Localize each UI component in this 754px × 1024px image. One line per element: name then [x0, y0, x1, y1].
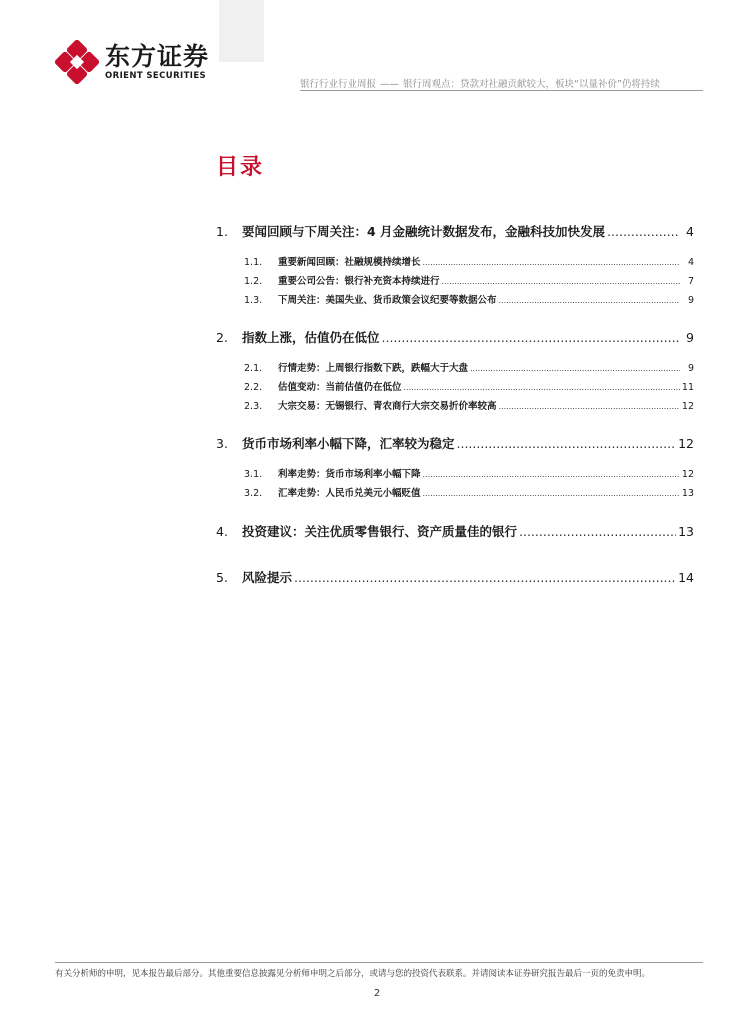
page-number: 2: [373, 988, 381, 999]
toc-entry-page: 14: [678, 570, 694, 585]
toc-entry-page: 9: [687, 295, 694, 306]
toc-leader: [423, 488, 680, 499]
toc-entry-page: 13: [681, 488, 694, 499]
toc-entry-text: 大宗交易：无锡银行、青农商行大宗交易折价率较高: [278, 401, 497, 412]
toc-entry[interactable]: [216, 273, 694, 287]
toc-entry[interactable]: [216, 254, 694, 268]
toc-entry-page: 9: [686, 330, 694, 345]
toc-entry-number: 5.: [216, 570, 228, 585]
disclaimer-note: 有关分析师的申明，见本报告最后部分。其他重要信息披露见分析师申明之后部分，或请与您的投资代表联系。并请阅读本证券研究报告最后一页的免责申明。: [55, 969, 651, 979]
toc-entry[interactable]: [216, 522, 694, 540]
toc-entry-text: 要闻回顾与下周关注：4 月金融统计数据发布，金融科技加快发展: [242, 224, 606, 239]
toc-entry[interactable]: [216, 222, 694, 240]
toc-entry-text: 估值变动：当前估值仍在低位: [278, 382, 402, 393]
header-separator: ——: [380, 79, 400, 90]
toc-leader: [499, 295, 680, 306]
toc-leader: [423, 469, 680, 480]
toc-entry[interactable]: [216, 466, 694, 480]
toc-entry-number: 4.: [216, 524, 228, 539]
toc-entry-page: 12: [681, 401, 694, 412]
toc-entry-page: 11: [681, 382, 694, 393]
toc-entry-text: 重要新闻回顾：社融规模持续增长: [278, 257, 421, 268]
toc-entry[interactable]: [216, 485, 694, 499]
toc-entry-text: 汇率走势：人民币兑美元小幅贬值: [278, 488, 421, 499]
header-decoration-bar: [219, 0, 264, 62]
toc-entry-number: 1.3.: [244, 295, 263, 306]
toc-entry-number: 2.: [216, 330, 228, 345]
toc-entry-text: 投资建议：关注优质零售银行、资产质量佳的银行: [242, 524, 518, 539]
toc-entry-number: 1.: [216, 224, 228, 239]
toc-leader: [499, 401, 680, 412]
footer-divider: [55, 962, 703, 963]
orient-securities-logo-icon: [55, 40, 99, 84]
toc-entry-page: 12: [678, 436, 694, 451]
report-category: 银行行业行业周报: [300, 79, 377, 90]
logo-chinese-name: 东方证券: [105, 41, 210, 71]
toc-entry-number: 1.2.: [244, 276, 263, 287]
toc-entry[interactable]: [216, 379, 694, 393]
toc-entry[interactable]: [216, 360, 694, 374]
toc-entry-number: 3.2.: [244, 488, 263, 499]
toc-leader: [519, 524, 676, 539]
toc-entry-page: 4: [687, 257, 694, 268]
toc-entry-page: 9: [687, 363, 694, 374]
toc-entry-text: 利率走势：货币市场利率小幅下降: [278, 469, 421, 480]
toc-leader: [457, 436, 677, 451]
toc-entry[interactable]: [216, 398, 694, 412]
toc-leader: [404, 382, 680, 393]
toc-entry-page: 7: [687, 276, 694, 287]
header-divider: [300, 90, 703, 91]
toc-entry-page: 13: [678, 524, 694, 539]
toc-entry[interactable]: [216, 434, 694, 452]
toc-leader: [470, 363, 680, 374]
toc-entry-number: 2.1.: [244, 363, 263, 374]
toc-entry-text: 指数上涨，估值仍在低位: [242, 330, 380, 345]
logo-english-name: ORIENT SECURITIES: [105, 70, 207, 81]
toc-entry-number: 2.2.: [244, 382, 263, 393]
report-subtitle: 银行周观点：贷款对社融贡献较大，板块“以量补价”仍将持续: [403, 79, 660, 90]
toc-entry-page: 12: [681, 469, 694, 480]
report-header: [300, 76, 703, 90]
toc-leader: [382, 330, 680, 345]
toc-entry[interactable]: [216, 328, 694, 346]
toc-entry-number: 3.1.: [244, 469, 263, 480]
toc-entry-number: 2.3.: [244, 401, 263, 412]
toc-leader: [607, 224, 680, 239]
toc-entry[interactable]: [216, 568, 694, 586]
toc-leader: [442, 276, 680, 287]
toc-entry-text: 行情走势：上周银行指数下跌，跌幅大于大盘: [278, 363, 469, 374]
toc-entry[interactable]: [216, 292, 694, 306]
toc-leader: [294, 570, 676, 585]
toc-leader: [423, 257, 680, 268]
toc-entry-number: 3.: [216, 436, 228, 451]
company-logo: [55, 40, 209, 84]
toc-entry-page: 4: [686, 224, 694, 239]
toc-entry-text: 风险提示: [242, 570, 293, 585]
toc-entry-text: 下周关注：美国失业、货币政策会议纪要等数据公布: [278, 295, 497, 306]
toc-entry-text: 重要公司公告：银行补充资本持续进行: [278, 276, 440, 287]
toc-entry-number: 1.1.: [244, 257, 263, 268]
toc-title: 目录: [216, 155, 265, 180]
toc-entry-text: 货币市场利率小幅下降，汇率较为稳定: [242, 436, 455, 451]
